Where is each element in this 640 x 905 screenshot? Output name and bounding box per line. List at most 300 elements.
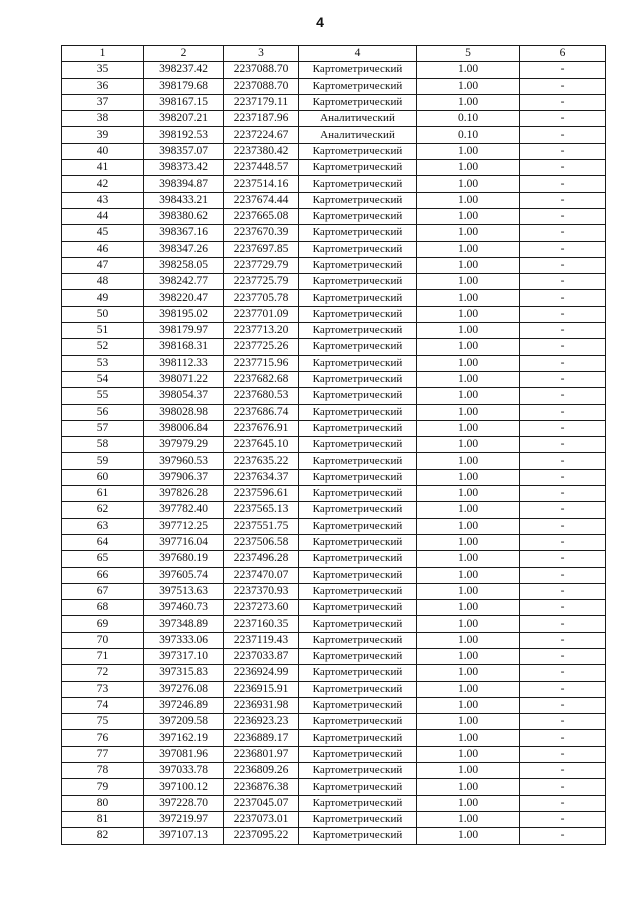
table-cell-point-number: 39 (62, 127, 144, 143)
table-cell-method: Картометрический (299, 648, 417, 664)
table-cell-method: Картометрический (299, 616, 417, 632)
table-cell-x: 397317.10 (144, 648, 224, 664)
table-cell-method: Картометрический (299, 469, 417, 485)
table-cell-accuracy: 1.00 (417, 551, 520, 567)
table-row (62, 127, 606, 143)
table-cell-point-number: 64 (62, 534, 144, 550)
table-cell-description: - (520, 665, 606, 681)
table-cell-accuracy: 1.00 (417, 616, 520, 632)
header-cell-point-number: 1 (62, 46, 144, 62)
table-cell-method: Картометрический (299, 323, 417, 339)
table-cell-x: 398380.62 (144, 208, 224, 224)
table-cell-point-number: 66 (62, 567, 144, 583)
table-cell-y: 2236801.97 (224, 746, 299, 762)
table-cell-y: 2237705.78 (224, 290, 299, 306)
table-row (62, 811, 606, 827)
table-cell-description: - (520, 127, 606, 143)
table-cell-x: 397276.08 (144, 681, 224, 697)
table-cell-accuracy: 0.10 (417, 127, 520, 143)
table-cell-description: - (520, 437, 606, 453)
table-cell-x: 398207.21 (144, 111, 224, 127)
table-cell-accuracy: 1.00 (417, 290, 520, 306)
table-cell-method: Аналитический (299, 111, 417, 127)
table-cell-point-number: 70 (62, 632, 144, 648)
table-cell-x: 398258.05 (144, 257, 224, 273)
table-row (62, 518, 606, 534)
table-cell-method: Картометрический (299, 143, 417, 159)
table-cell-description: - (520, 225, 606, 241)
table-cell-point-number: 56 (62, 404, 144, 420)
table-cell-point-number: 52 (62, 339, 144, 355)
table-cell-point-number: 75 (62, 714, 144, 730)
table-cell-accuracy: 1.00 (417, 176, 520, 192)
table-cell-method: Картометрический (299, 828, 417, 844)
table-cell-x: 397906.37 (144, 469, 224, 485)
table-cell-y: 2237073.01 (224, 811, 299, 827)
table-cell-method: Картометрический (299, 274, 417, 290)
table-cell-y: 2237088.70 (224, 78, 299, 94)
table-cell-accuracy: 1.00 (417, 143, 520, 159)
table-row (62, 730, 606, 746)
table-cell-x: 397228.70 (144, 795, 224, 811)
table-cell-x: 398195.02 (144, 306, 224, 322)
table-cell-description: - (520, 518, 606, 534)
table-cell-point-number: 81 (62, 811, 144, 827)
table-cell-accuracy: 1.00 (417, 502, 520, 518)
table-cell-y: 2237670.39 (224, 225, 299, 241)
table-cell-method: Картометрический (299, 176, 417, 192)
table-cell-accuracy: 1.00 (417, 518, 520, 534)
table-cell-method: Картометрический (299, 665, 417, 681)
table-row (62, 486, 606, 502)
table-cell-accuracy: 1.00 (417, 730, 520, 746)
table-cell-accuracy: 1.00 (417, 192, 520, 208)
table-row (62, 632, 606, 648)
table-row (62, 779, 606, 795)
table-cell-description: - (520, 62, 606, 78)
table-cell-method: Аналитический (299, 127, 417, 143)
table-row (62, 111, 606, 127)
table-cell-accuracy: 1.00 (417, 404, 520, 420)
table-cell-accuracy: 1.00 (417, 225, 520, 241)
table-cell-accuracy: 1.00 (417, 779, 520, 795)
table-cell-y: 2236809.26 (224, 763, 299, 779)
header-cell-y: 3 (224, 46, 299, 62)
table-cell-y: 2237635.22 (224, 453, 299, 469)
table-cell-description: - (520, 763, 606, 779)
table-row (62, 420, 606, 436)
table-cell-y: 2237701.09 (224, 306, 299, 322)
table-row (62, 78, 606, 94)
table-cell-accuracy: 1.00 (417, 697, 520, 713)
table-cell-point-number: 53 (62, 355, 144, 371)
table-cell-method: Картометрический (299, 518, 417, 534)
table-row (62, 274, 606, 290)
table-cell-description: - (520, 94, 606, 110)
table-cell-point-number: 58 (62, 437, 144, 453)
table-cell-description: - (520, 534, 606, 550)
table-cell-point-number: 38 (62, 111, 144, 127)
table-cell-x: 397348.89 (144, 616, 224, 632)
table-cell-description: - (520, 697, 606, 713)
table-cell-point-number: 67 (62, 583, 144, 599)
table-row (62, 600, 606, 616)
table-cell-description: - (520, 339, 606, 355)
table-row (62, 697, 606, 713)
table-cell-method: Картометрический (299, 257, 417, 273)
table-cell-y: 2237697.85 (224, 241, 299, 257)
table-cell-y: 2237179.11 (224, 94, 299, 110)
table-row (62, 388, 606, 404)
table-cell-accuracy: 1.00 (417, 583, 520, 599)
table-cell-point-number: 36 (62, 78, 144, 94)
table-cell-accuracy: 1.00 (417, 355, 520, 371)
table-cell-description: - (520, 795, 606, 811)
table-cell-y: 2237095.22 (224, 828, 299, 844)
table-cell-point-number: 82 (62, 828, 144, 844)
table-cell-description: - (520, 502, 606, 518)
table-cell-x: 397081.96 (144, 746, 224, 762)
table-cell-method: Картометрический (299, 208, 417, 224)
table-cell-x: 398006.84 (144, 420, 224, 436)
table-cell-method: Картометрический (299, 567, 417, 583)
table-cell-y: 2236876.38 (224, 779, 299, 795)
table-cell-y: 2236924.99 (224, 665, 299, 681)
table-cell-point-number: 41 (62, 160, 144, 176)
table-row (62, 681, 606, 697)
table-cell-method: Картометрический (299, 730, 417, 746)
table-cell-x: 397680.19 (144, 551, 224, 567)
table-cell-method: Картометрический (299, 534, 417, 550)
table-cell-x: 397162.19 (144, 730, 224, 746)
table-cell-method: Картометрический (299, 632, 417, 648)
table-cell-x: 398220.47 (144, 290, 224, 306)
table-row (62, 469, 606, 485)
table-cell-x: 397605.74 (144, 567, 224, 583)
table-cell-point-number: 77 (62, 746, 144, 762)
table-cell-x: 397246.89 (144, 697, 224, 713)
table-cell-point-number: 49 (62, 290, 144, 306)
table-row (62, 795, 606, 811)
table-cell-x: 398054.37 (144, 388, 224, 404)
table-cell-method: Картометрический (299, 371, 417, 387)
table-cell-accuracy: 1.00 (417, 828, 520, 844)
table-row (62, 616, 606, 632)
table-cell-y: 2237514.16 (224, 176, 299, 192)
table-cell-x: 398192.53 (144, 127, 224, 143)
header-cell-accuracy: 5 (417, 46, 520, 62)
table-cell-accuracy: 1.00 (417, 388, 520, 404)
table-cell-y: 2237686.74 (224, 404, 299, 420)
table-cell-x: 397716.04 (144, 534, 224, 550)
table-cell-point-number: 55 (62, 388, 144, 404)
table-cell-point-number: 69 (62, 616, 144, 632)
table-cell-accuracy: 1.00 (417, 453, 520, 469)
table-cell-description: - (520, 323, 606, 339)
table-cell-method: Картометрический (299, 78, 417, 94)
table-cell-accuracy: 0.10 (417, 111, 520, 127)
table-row (62, 583, 606, 599)
table-cell-description: - (520, 567, 606, 583)
table-cell-y: 2237470.07 (224, 567, 299, 583)
table-cell-accuracy: 1.00 (417, 241, 520, 257)
table-cell-accuracy: 1.00 (417, 486, 520, 502)
table-cell-y: 2237496.28 (224, 551, 299, 567)
table-cell-description: - (520, 469, 606, 485)
table-cell-x: 398112.33 (144, 355, 224, 371)
table-cell-point-number: 35 (62, 62, 144, 78)
table-cell-y: 2237725.26 (224, 339, 299, 355)
table-row (62, 355, 606, 371)
table-cell-accuracy: 1.00 (417, 795, 520, 811)
table-cell-x: 397209.58 (144, 714, 224, 730)
table-cell-description: - (520, 160, 606, 176)
table-cell-method: Картометрический (299, 160, 417, 176)
table-cell-method: Картометрический (299, 62, 417, 78)
table-cell-y: 2237729.79 (224, 257, 299, 273)
table-cell-x: 397826.28 (144, 486, 224, 502)
table-row (62, 567, 606, 583)
table-cell-y: 2237551.75 (224, 518, 299, 534)
table-cell-y: 2236915.91 (224, 681, 299, 697)
table-cell-y: 2237713.20 (224, 323, 299, 339)
table-cell-accuracy: 1.00 (417, 339, 520, 355)
table-cell-accuracy: 1.00 (417, 632, 520, 648)
table-cell-point-number: 68 (62, 600, 144, 616)
table-row (62, 763, 606, 779)
table-cell-method: Картометрический (299, 763, 417, 779)
table-row (62, 306, 606, 322)
table-cell-description: - (520, 388, 606, 404)
table-cell-description: - (520, 551, 606, 567)
table-cell-x: 397219.97 (144, 811, 224, 827)
table-cell-y: 2236889.17 (224, 730, 299, 746)
table-cell-point-number: 37 (62, 94, 144, 110)
table-cell-x: 397960.53 (144, 453, 224, 469)
table-cell-description: - (520, 583, 606, 599)
table-cell-y: 2237682.68 (224, 371, 299, 387)
table-row (62, 339, 606, 355)
table-cell-x: 398168.31 (144, 339, 224, 355)
table-cell-y: 2237380.42 (224, 143, 299, 159)
table-cell-y: 2237725.79 (224, 274, 299, 290)
table-cell-accuracy: 1.00 (417, 257, 520, 273)
table-cell-method: Картометрический (299, 388, 417, 404)
table-cell-method: Картометрический (299, 746, 417, 762)
table-cell-accuracy: 1.00 (417, 78, 520, 94)
table-row (62, 94, 606, 110)
table-row (62, 62, 606, 78)
table-cell-description: - (520, 681, 606, 697)
table-cell-y: 2237273.60 (224, 600, 299, 616)
table-cell-point-number: 48 (62, 274, 144, 290)
table-cell-x: 398028.98 (144, 404, 224, 420)
table-row (62, 502, 606, 518)
table-cell-accuracy: 1.00 (417, 420, 520, 436)
table-cell-method: Картометрический (299, 306, 417, 322)
table-cell-accuracy: 1.00 (417, 160, 520, 176)
table-cell-accuracy: 1.00 (417, 62, 520, 78)
table-cell-description: - (520, 616, 606, 632)
table-row (62, 714, 606, 730)
table-cell-method: Картометрический (299, 583, 417, 599)
table-cell-x: 397315.83 (144, 665, 224, 681)
table-cell-y: 2237187.96 (224, 111, 299, 127)
table-cell-y: 2237674.44 (224, 192, 299, 208)
table-cell-y: 2237045.07 (224, 795, 299, 811)
table-cell-y: 2237160.35 (224, 616, 299, 632)
table-cell-y: 2237224.67 (224, 127, 299, 143)
table-cell-x: 397513.63 (144, 583, 224, 599)
table-cell-point-number: 63 (62, 518, 144, 534)
table-cell-description: - (520, 371, 606, 387)
table-cell-x: 398242.77 (144, 274, 224, 290)
table-row (62, 404, 606, 420)
table-cell-point-number: 47 (62, 257, 144, 273)
table-cell-point-number: 60 (62, 469, 144, 485)
table-cell-method: Картометрический (299, 795, 417, 811)
table-row (62, 143, 606, 159)
table-cell-x: 398433.21 (144, 192, 224, 208)
table-row (62, 551, 606, 567)
table-cell-point-number: 46 (62, 241, 144, 257)
table-cell-y: 2237634.37 (224, 469, 299, 485)
table-cell-point-number: 80 (62, 795, 144, 811)
table-cell-point-number: 42 (62, 176, 144, 192)
header-cell-method: 4 (299, 46, 417, 62)
table-cell-accuracy: 1.00 (417, 681, 520, 697)
table-cell-accuracy: 1.00 (417, 567, 520, 583)
table-cell-accuracy: 1.00 (417, 534, 520, 550)
table-cell-description: - (520, 730, 606, 746)
table-cell-point-number: 59 (62, 453, 144, 469)
table-cell-point-number: 44 (62, 208, 144, 224)
table-cell-description: - (520, 143, 606, 159)
table-cell-point-number: 62 (62, 502, 144, 518)
table-cell-point-number: 50 (62, 306, 144, 322)
table-cell-point-number: 65 (62, 551, 144, 567)
table-cell-description: - (520, 78, 606, 94)
table-cell-x: 398394.87 (144, 176, 224, 192)
table-cell-x: 398071.22 (144, 371, 224, 387)
table-cell-accuracy: 1.00 (417, 306, 520, 322)
table-cell-point-number: 72 (62, 665, 144, 681)
table-cell-method: Картометрический (299, 241, 417, 257)
table-cell-method: Картометрический (299, 502, 417, 518)
table-cell-description: - (520, 779, 606, 795)
table-cell-y: 2237088.70 (224, 62, 299, 78)
table-cell-description: - (520, 404, 606, 420)
table-cell-method: Картометрический (299, 94, 417, 110)
table-cell-method: Картометрический (299, 811, 417, 827)
table-cell-y: 2237565.13 (224, 502, 299, 518)
table-cell-point-number: 76 (62, 730, 144, 746)
header-cell-description: 6 (520, 46, 606, 62)
table-cell-accuracy: 1.00 (417, 437, 520, 453)
table-row (62, 208, 606, 224)
table-cell-method: Картометрический (299, 551, 417, 567)
table-cell-y: 2237645.10 (224, 437, 299, 453)
table-cell-accuracy: 1.00 (417, 746, 520, 762)
table-cell-method: Картометрический (299, 339, 417, 355)
table-cell-description: - (520, 274, 606, 290)
table-row (62, 323, 606, 339)
table-cell-x: 398373.42 (144, 160, 224, 176)
table-cell-method: Картометрический (299, 697, 417, 713)
table-row (62, 160, 606, 176)
table-cell-y: 2237448.57 (224, 160, 299, 176)
table-header-row (62, 46, 606, 62)
table-cell-x: 398167.15 (144, 94, 224, 110)
table-cell-method: Картометрический (299, 453, 417, 469)
table-cell-description: - (520, 176, 606, 192)
header-cell-x: 2 (144, 46, 224, 62)
table-cell-point-number: 40 (62, 143, 144, 159)
table-cell-accuracy: 1.00 (417, 763, 520, 779)
table-cell-description: - (520, 192, 606, 208)
table-cell-method: Картометрический (299, 192, 417, 208)
table-cell-x: 398357.07 (144, 143, 224, 159)
table-cell-method: Картометрический (299, 437, 417, 453)
table-cell-y: 2236923.23 (224, 714, 299, 730)
table-cell-description: - (520, 486, 606, 502)
table-cell-y: 2237119.43 (224, 632, 299, 648)
table-row (62, 225, 606, 241)
table-cell-method: Картометрический (299, 714, 417, 730)
table-cell-x: 397107.13 (144, 828, 224, 844)
table-cell-description: - (520, 290, 606, 306)
table-cell-x: 397333.06 (144, 632, 224, 648)
table-cell-x: 397782.40 (144, 502, 224, 518)
table-cell-x: 398367.16 (144, 225, 224, 241)
table-row (62, 534, 606, 550)
table-cell-accuracy: 1.00 (417, 469, 520, 485)
table-cell-description: - (520, 306, 606, 322)
table-cell-description: - (520, 111, 606, 127)
table-cell-point-number: 61 (62, 486, 144, 502)
table-cell-accuracy: 1.00 (417, 323, 520, 339)
table-row (62, 192, 606, 208)
table-cell-x: 397979.29 (144, 437, 224, 453)
table-cell-y: 2237596.61 (224, 486, 299, 502)
table-cell-method: Картометрический (299, 779, 417, 795)
table-cell-y: 2237676.91 (224, 420, 299, 436)
page-number: 4 (316, 14, 324, 30)
table-cell-description: - (520, 714, 606, 730)
table-cell-y: 2236931.98 (224, 697, 299, 713)
table-cell-method: Картометрический (299, 290, 417, 306)
table-cell-method: Картометрический (299, 681, 417, 697)
table-cell-x: 397100.12 (144, 779, 224, 795)
table-cell-method: Картометрический (299, 404, 417, 420)
table-body (62, 62, 606, 844)
table-cell-point-number: 45 (62, 225, 144, 241)
table-row (62, 290, 606, 306)
table-row (62, 665, 606, 681)
table-cell-y: 2237680.53 (224, 388, 299, 404)
table-cell-description: - (520, 208, 606, 224)
table-cell-accuracy: 1.00 (417, 714, 520, 730)
table-cell-y: 2237715.96 (224, 355, 299, 371)
table-cell-description: - (520, 746, 606, 762)
table-cell-x: 398179.97 (144, 323, 224, 339)
table-cell-method: Картометрический (299, 600, 417, 616)
table-cell-y: 2237370.93 (224, 583, 299, 599)
table-cell-accuracy: 1.00 (417, 811, 520, 827)
table-cell-point-number: 43 (62, 192, 144, 208)
table-cell-description: - (520, 600, 606, 616)
table-row (62, 648, 606, 664)
